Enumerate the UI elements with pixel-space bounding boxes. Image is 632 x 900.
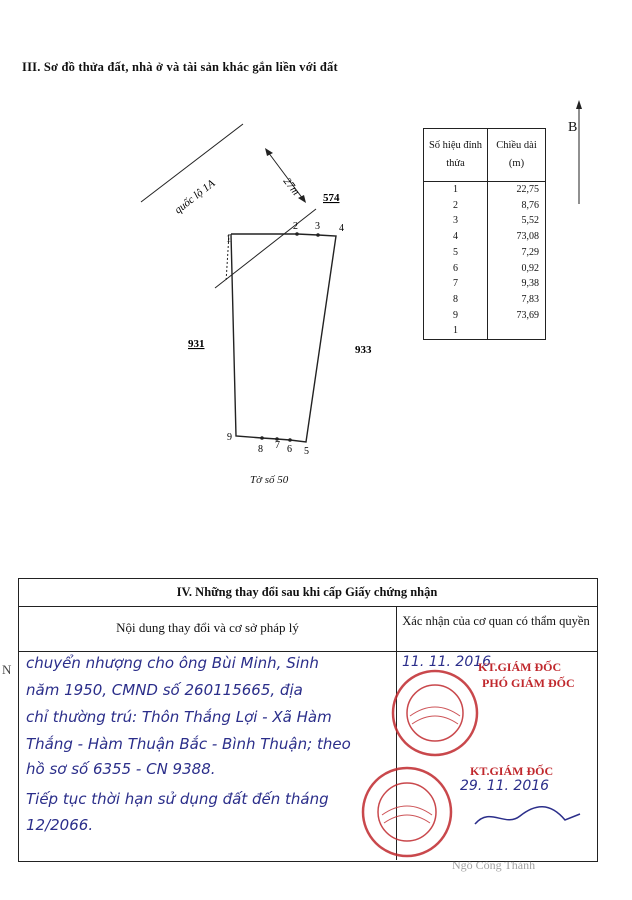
north-arrow-icon	[572, 100, 596, 210]
vertex-2	[295, 232, 299, 236]
table-length	[488, 323, 546, 339]
road-label: quốc lộ 1A	[172, 177, 218, 217]
width-arrow-head-top	[265, 148, 273, 156]
road-width-label: 27m	[280, 175, 302, 198]
neighbor-top-label: 574	[323, 192, 340, 204]
vertex-3	[316, 233, 320, 237]
column-header-changes: Nội dung thay đổi và cơ sở pháp lý	[116, 620, 299, 635]
section3-title: III. Sơ đồ thửa đất, nhà ở và tài sản khác gắn liền với đất	[22, 60, 338, 74]
table-point: 7	[424, 276, 488, 292]
stamp-title: KT.GIÁM ĐỐC	[478, 660, 562, 674]
signature-icon	[470, 796, 590, 836]
table-header-point: Số hiệu đỉnh thửa	[424, 129, 488, 182]
table-point: 5	[424, 245, 488, 261]
table-length: 8,76	[488, 198, 546, 214]
sheet-number-label: Tờ số 50	[250, 474, 289, 486]
official-seal-icon	[390, 668, 480, 758]
handwritten-entry-line: chỉ thường trú: Thôn Thắng Lợi - Xã Hàm	[26, 708, 332, 726]
road-line-lower	[215, 209, 316, 288]
vertex-label-2: 2	[293, 221, 298, 232]
neighbor-right-label: 933	[355, 344, 372, 356]
table-length: 0,92	[488, 261, 546, 277]
stamp-title: KT.GIÁM ĐỐC	[470, 764, 554, 778]
confirmation-date-2: 29. 11. 2016	[460, 778, 550, 794]
vertex-label-8: 8	[258, 444, 263, 455]
vertex-label-7: 7	[275, 440, 280, 451]
north-label: B	[568, 120, 578, 135]
table-point: 1	[424, 182, 488, 198]
table-point: 3	[424, 213, 488, 229]
vertex-label-9: 9	[227, 432, 232, 443]
column-header-confirmation: Xác nhận của cơ quan có thẩm quyền	[402, 614, 590, 628]
table-length: 22,75	[488, 182, 546, 198]
edge-length-table	[423, 128, 546, 340]
edge-character: N	[2, 662, 12, 677]
road-line-upper	[141, 124, 243, 202]
divider	[18, 606, 598, 607]
table-point: 6	[424, 261, 488, 277]
table-length: 73,69	[488, 308, 546, 324]
vertex-label-5: 5	[304, 446, 309, 457]
vertex-label-4: 4	[339, 223, 344, 234]
handwritten-entry-line: Tiếp tục thời hạn sử dụng đất đến tháng	[26, 790, 329, 808]
vertex-label-6: 6	[287, 444, 292, 455]
table-header-length: Chiều dài (m)	[488, 129, 546, 182]
table-point: 8	[424, 292, 488, 308]
divider	[18, 651, 598, 652]
parcel-boundary	[231, 234, 336, 442]
handwritten-entry-line: chuyển nhượng cho ông Bùi Minh, Sinh	[26, 654, 319, 672]
vertex-label-1: 1	[226, 234, 231, 245]
table-point: 9	[424, 308, 488, 324]
table-length: 7,29	[488, 245, 546, 261]
table-point: 4	[424, 229, 488, 245]
neighbor-left-label: 931	[188, 338, 205, 350]
signer-name: Ngô Công Thành	[452, 858, 536, 872]
handwritten-entry-line: năm 1950, CMND số 260115665, địa	[26, 681, 303, 699]
vertex-6	[288, 438, 292, 442]
stamp-title: PHÓ GIÁM ĐỐC	[482, 676, 575, 690]
table-length: 5,52	[488, 213, 546, 229]
table-point: 2	[424, 198, 488, 214]
section4-title: IV. Những thay đổi sau khi cấp Giấy chứng nhận	[176, 585, 438, 599]
confirmation-date-1: 11. 11. 2016	[402, 654, 492, 670]
handwritten-entry-line: 12/2066.	[26, 816, 94, 834]
table-point: 1	[424, 323, 488, 339]
table-length: 9,38	[488, 276, 546, 292]
handwritten-entry-line: hồ sơ số 6355 - CN 9388.	[26, 760, 216, 778]
table-length: 73,08	[488, 229, 546, 245]
vertex-8	[260, 436, 264, 440]
table-length: 7,83	[488, 292, 546, 308]
vertex-label-3: 3	[315, 221, 320, 232]
official-seal-icon	[360, 765, 455, 860]
handwritten-entry-line: Thắng - Hàm Thuận Bắc - Bình Thuận; theo	[26, 735, 351, 753]
width-arrow-head-bottom	[298, 195, 306, 203]
